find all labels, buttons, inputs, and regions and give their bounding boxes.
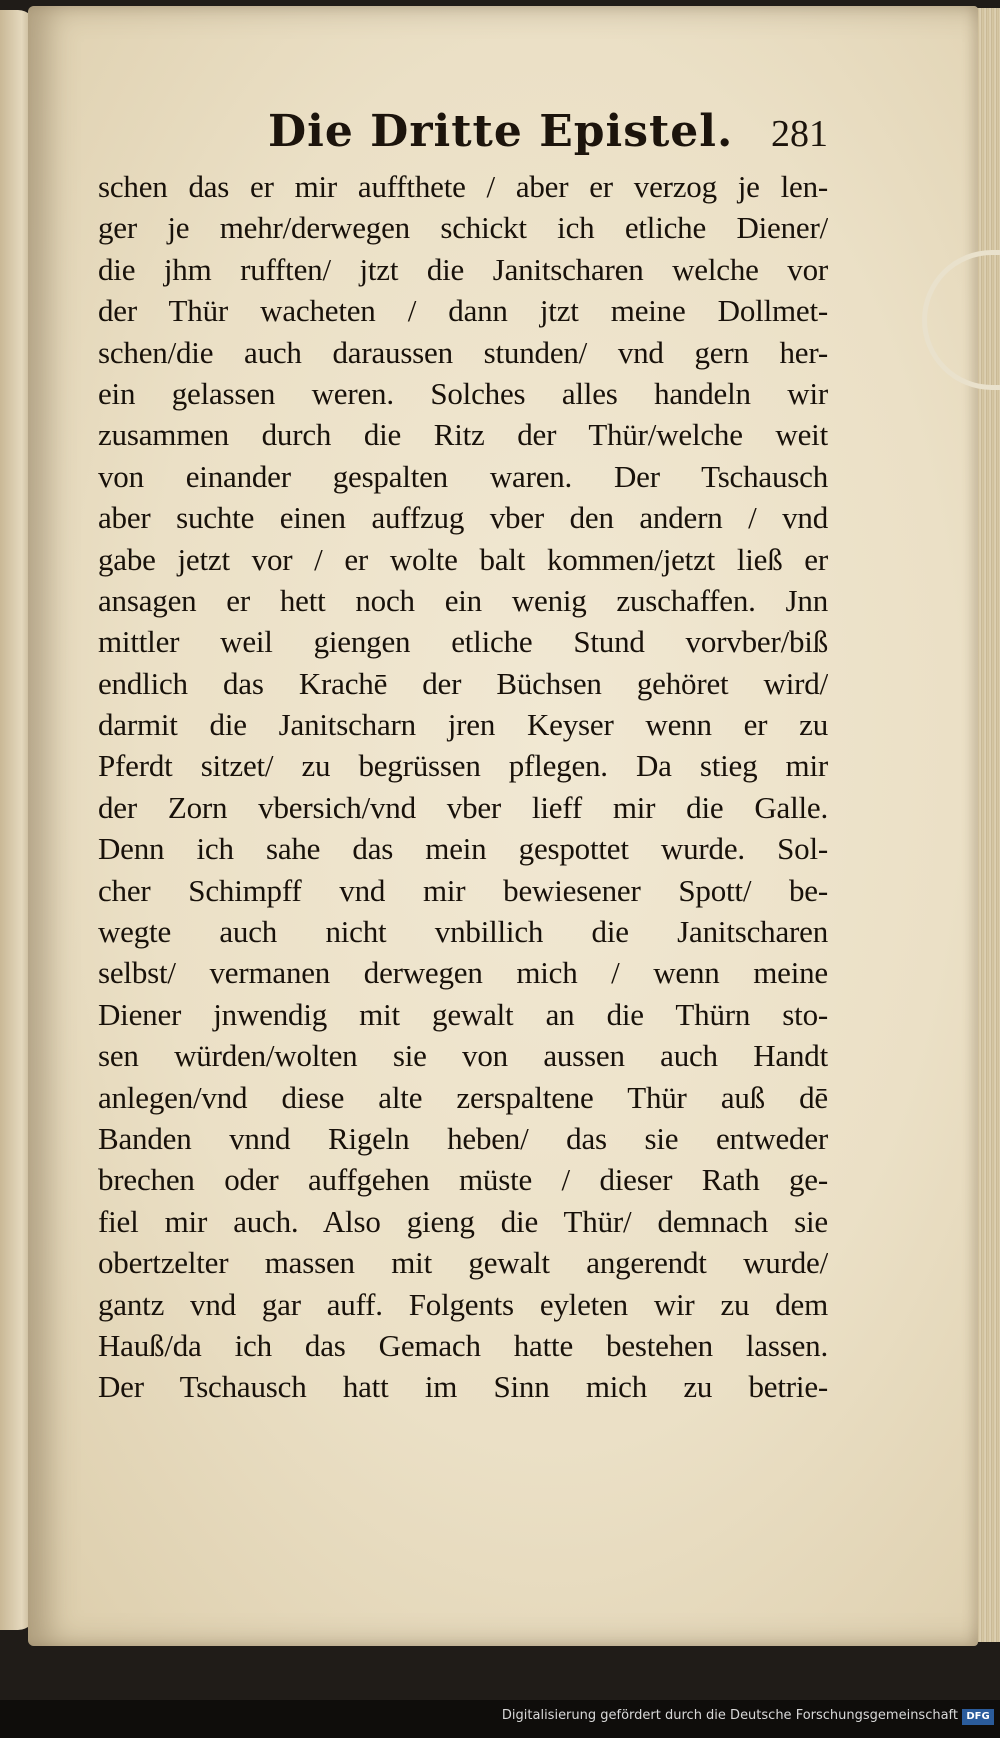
text-line: wegte auch nicht vnbillich die Janitscharen [98,914,828,950]
text-line: ansagen er hett noch ein wenig zuschaffen. Jnn [98,582,828,618]
text-line: anlegen/vnd diese alte zerspaltene Thür auß dē [98,1079,828,1115]
text-line: fiel mir auch. Also gieng die Thür/ demnach sie [98,1203,828,1239]
text-line: selbst/ vermanen derwegen mich / wenn meine [98,955,828,991]
text-line: Diener jnwendig mit gewalt an die Thürn sto- [98,996,828,1032]
text-line: cher Schimpff vnd mir bewiesener Spott/ be- [98,872,828,908]
text-line: mittler weil giengen etliche Stund vorvber/biß [98,624,828,660]
text-line: die jhm rufften/ jtzt die Janitscharen welche vor [98,251,828,287]
text-line: obertzelter massen mit gewalt angerendt wurde/ [98,1245,828,1281]
text-line: zusammen durch die Ritz der Thür/welche weit [98,417,828,453]
footer-credit: Digitalisierung gefördert durch die Deutsche Forschungsgemeinschaft [501,1708,958,1723]
footer-bar [0,1700,1000,1738]
text-line: der Zorn vbersich/vnd vber lieff mir die Galle. [98,789,828,825]
text-line: endlich das Krachē der Büchsen gehöret wird/ [98,665,828,701]
text-line: schen/die auch daraussen stunden/ vnd gern her- [98,334,828,370]
running-title: Die Dritte Epistel. [268,106,734,157]
text-line: der Thür wacheten / dann jtzt meine Dollmet- [98,293,828,329]
text-line: Pferdt sitzet/ zu begrüssen pflegen. Da stieg mir [98,748,828,784]
text-line: ger je mehr/derwegen schickt ich etliche Diener/ [98,210,828,246]
body-text [98,166,828,1408]
text-line: schen das er mir auffthete / aber er verzog je len- [98,169,828,204]
text-line: aber suchte einen auffzug vber den andern / vnd [98,500,828,536]
page-header [268,106,828,166]
dfg-logo: DFG [962,1709,994,1725]
text-line: Denn ich sahe das mein gespottet wurde. Sol- [98,831,828,867]
text-line: sen würden/wolten sie von aussen auch Handt [98,1038,828,1074]
text-line: ein gelassen weren. Solches alles handeln wir [98,375,828,411]
text-line: Banden vnnd Rigeln heben/ das sie entweder [98,1120,828,1156]
text-line: darmit die Janitscharn jren Keyser wenn er zu [98,707,828,743]
text-line: Hauß/da ich das Gemach hatte bestehen lassen. [98,1327,828,1363]
text-line: von einander gespalten waren. Der Tschausch [98,458,828,494]
book-page [28,6,978,1646]
text-line: brechen oder auffgehen müste / dieser Rath ge- [98,1162,828,1198]
page-number: 281 [771,113,828,155]
text-line: gabe jetzt vor / er wolte balt kommen/jetzt ließ er [98,541,828,577]
text-line: gantz vnd gar auff. Folgents eyleten wir zu dem [98,1286,828,1322]
text-line: Der Tschausch hatt im Sinn mich zu betrie- [98,1369,828,1405]
